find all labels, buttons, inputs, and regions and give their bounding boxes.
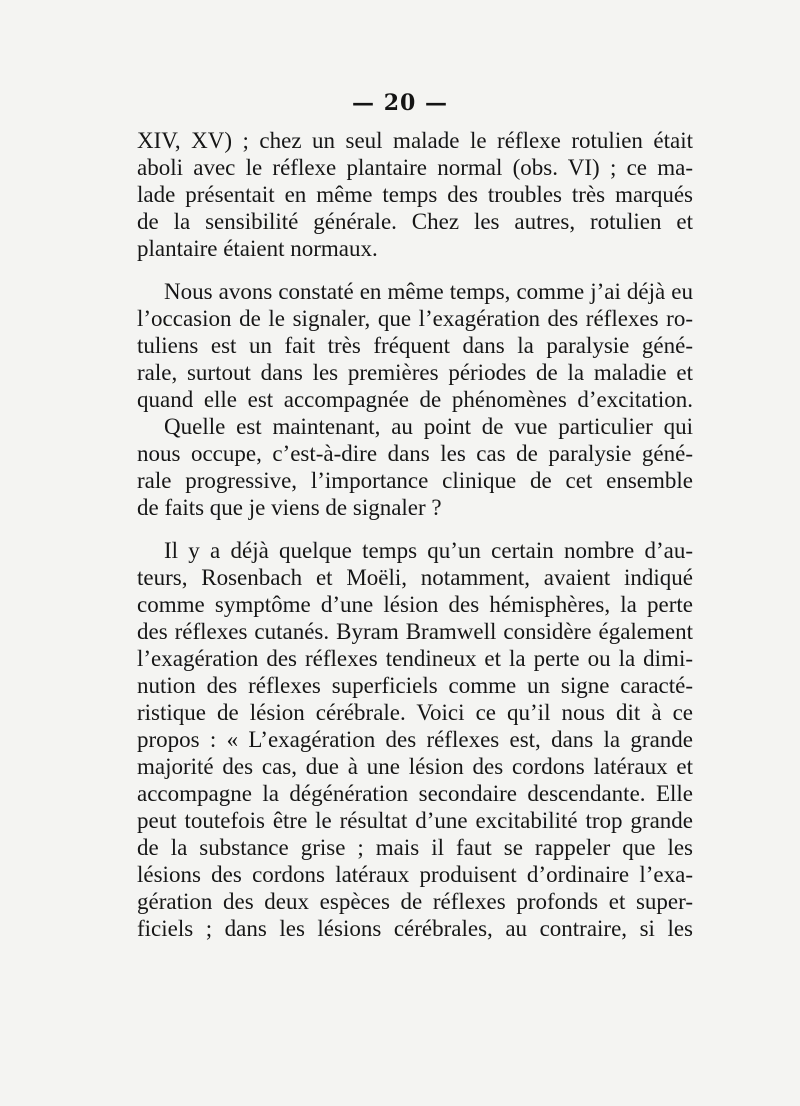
- text-line: rale progressive, l’importance clinique de cet ensemble: [137, 468, 693, 493]
- text-line: teurs, Rosenbach et Moëli, notamment, avaient indiqué: [137, 565, 693, 590]
- text-line: peut toutefois être le résultat d’une excitabilité trop grande: [137, 808, 693, 833]
- text-line: rale, surtout dans les premières périodes de la maladie et: [137, 360, 693, 385]
- text-line: Il y a déjà quelque temps qu’un certain nombre d’au-: [164, 538, 693, 563]
- text-line: de faits que je viens de signaler ?: [137, 495, 442, 520]
- page-number: — 20 —: [352, 90, 448, 116]
- body-text: [137, 127, 693, 942]
- paragraph-3: [137, 537, 693, 942]
- text-line: gération des deux espèces de réflexes profonds et super-: [137, 889, 693, 914]
- text-line: lade présentait en même temps des troubles très marqués: [137, 182, 693, 207]
- paragraph-1: [137, 127, 693, 262]
- text-line: majorité des cas, due à une lésion des cordons latéraux et: [137, 754, 693, 779]
- text-line: propos : « L’exagération des réflexes est, dans la grande: [137, 727, 693, 752]
- text-line: de la sensibilité générale. Chez les autres, rotulien et: [137, 209, 693, 234]
- text-line: aboli avec le réflexe plantaire normal (obs. VI) ; ce ma-: [137, 155, 693, 180]
- text-line: l’exagération des réflexes tendineux et la perte ou la dimi-: [137, 646, 693, 671]
- text-line: ristique de lésion cérébrale. Voici ce qu’il nous dit à ce: [137, 700, 693, 725]
- text-line: quand elle est accompagnée de phénomènes d’excitation.: [137, 387, 693, 412]
- text-line: lésions des cordons latéraux produisent d’ordinaire l’exa-: [137, 862, 693, 887]
- text-line: accompagne la dégénération secondaire descendante. Elle: [137, 781, 693, 806]
- text-line: XIV, XV) ; chez un seul malade le réflexe rotulien était: [137, 128, 693, 153]
- paragraph-2: [137, 278, 693, 521]
- text-line: nution des réflexes superficiels comme un signe caracté-: [137, 673, 693, 698]
- text-line: comme symptôme d’une lésion des hémisphères, la perte: [137, 592, 693, 617]
- text-line: plantaire étaient normaux.: [137, 236, 378, 261]
- text-line: l’occasion de le signaler, que l’exagération des réflexes ro-: [137, 306, 693, 331]
- text-line: ficiels ; dans les lésions cérébrales, au contraire, si les: [137, 916, 693, 941]
- text-line: nous occupe, c’est-à-dire dans les cas de paralysie géné-: [137, 441, 693, 466]
- text-line: Nous avons constaté en même temps, comme j’ai déjà eu: [164, 279, 693, 304]
- text-line: de la substance grise ; mais il faut se rappeler que les: [137, 835, 693, 860]
- text-line: Quelle est maintenant, au point de vue particulier qui: [164, 414, 693, 439]
- text-line: des réflexes cutanés. Byram Bramwell considère également: [137, 619, 693, 644]
- text-line: tuliens est un fait très fréquent dans la paralysie géné-: [137, 333, 693, 358]
